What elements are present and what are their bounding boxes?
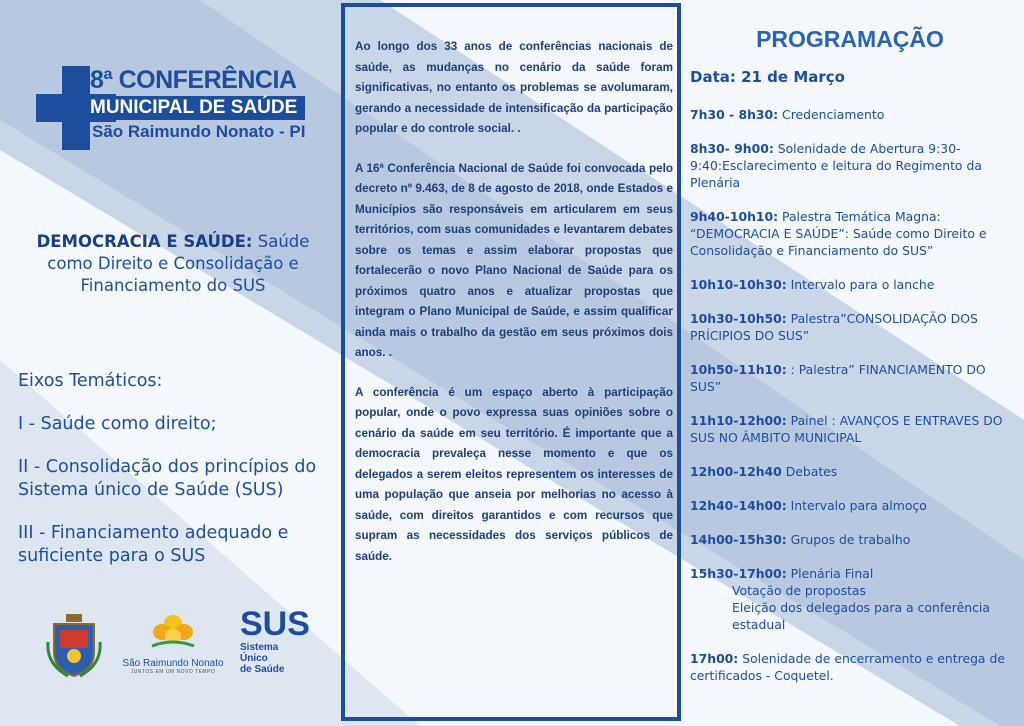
schedule-time: 7h30 - 8h30:	[690, 107, 779, 122]
paragraph: A 16ª Conferência Nacional de Saúde foi convocada pelo decreto nº 9.463, de 8 de agosto de 2018, onde Estados e Municípios são responsáveis em articularem em seus territórios, com suas comunidades e levantarem debates sobre os temas e assim elaborar propostas que fortalecerão o novo Plano Nacional de Saúde para os próximos quatro anos e atualizar propostas que integram o Plano Municipal de Saúde, e assim qualificar ainda mais o trabalho da gestão em seus próximos dois anos. .	[355, 161, 673, 359]
sus-wordmark: SUS	[240, 605, 310, 643]
schedule-item	[690, 565, 1012, 633]
logo-line-2: MUNICIPAL DE SAÚDE	[80, 96, 305, 120]
logo-line-3: São Raimundo Nonato - PI	[92, 122, 306, 141]
axes-title: Eixos Temáticos:	[18, 371, 163, 391]
schedule-text: Credenciamento	[778, 107, 885, 122]
schedule-item	[690, 106, 1012, 123]
schedule-time: 10h10-10h30:	[690, 277, 787, 292]
schedule-item	[690, 310, 1012, 344]
middle-panel	[341, 3, 681, 721]
schedule-text: Solenidade de encerramento e entrega de certificados - Coquetel.	[690, 651, 1005, 683]
city-tagline: JUNTOS EM UM NOVO TEMPO	[130, 669, 216, 675]
schedule-item	[690, 497, 1012, 514]
schedule-time: 10h50-11h10:	[690, 362, 787, 377]
schedule-text: Grupos de trabalho	[786, 532, 911, 547]
schedule-item	[690, 140, 1012, 191]
intro-text	[355, 37, 673, 586]
schedule-date: Data: 21 de Março	[690, 68, 845, 86]
schedule-text: Intervalo para o lanche	[786, 277, 935, 292]
schedule-text: Palestra Temática Magna: “DEMOCRACIA E SAÚDE”: Saúde como Direito e Consolidação e Financiamento do SUS”	[690, 209, 987, 258]
city-name: São Raimundo Nonato	[122, 658, 224, 669]
schedule-text: Intervalo para almoço	[786, 498, 927, 513]
schedule-time: 9h40-10h10:	[690, 209, 779, 224]
schedule-time: 10h30-10h50:	[690, 311, 787, 326]
schedule-time: 15h30-17h00:	[690, 566, 787, 581]
city-logo	[118, 612, 228, 675]
municipal-crest-icon	[46, 612, 102, 678]
schedule-item	[690, 650, 1012, 684]
schedule-item	[690, 463, 1012, 480]
schedule-title: PROGRAMAÇÃO	[756, 26, 944, 52]
schedule-list	[690, 106, 1012, 701]
schedule-text: Palestra”CONSOLIDAÇÃO DOS PRÍCIPIOS DO SUS”	[690, 311, 978, 343]
sus-logo	[240, 606, 310, 675]
schedule-text: : Palestra” FINANCIAMENTO DO SUS”	[690, 362, 986, 394]
schedule-time: 14h00-15h30:	[690, 532, 787, 547]
schedule-text: Plenária Final	[786, 566, 874, 581]
schedule-time: 17h00:	[690, 651, 739, 666]
sus-line-1: Sistema	[240, 642, 279, 653]
schedule-item	[690, 208, 1012, 259]
theme-bold: DEMOCRACIA E SAÚDE:	[36, 232, 253, 251]
logo-line-1: 8ª CONFERÊNCIA	[90, 66, 297, 94]
sus-line-2: Único	[240, 653, 268, 664]
schedule-time: 8h30- 9h00:	[690, 141, 774, 156]
conference-logo	[36, 66, 326, 152]
schedule-time: 12h00-12h40	[690, 464, 782, 479]
theme-rest: Saúde como Direito e Consolidação e Financiamento do SUS	[47, 232, 310, 295]
thematic-axes	[18, 370, 334, 588]
schedule-item	[690, 412, 1012, 446]
sus-line-3: de Saúde	[240, 664, 285, 675]
schedule-subitem: Eleição dos delegados para a conferência estadual	[732, 600, 990, 632]
right-panel	[690, 0, 1020, 726]
paragraph: Ao longo dos 33 anos de conferências nacionais de saúde, as mudanças no cenário da saúde foram significativas, no entanto os problemas se avolumaram, gerando a necessidade de intensificação da participação popular e do controle social. .	[355, 40, 673, 135]
schedule-time: 12h40-14h00:	[690, 498, 787, 513]
sponsor-logos	[40, 606, 330, 686]
axis-item: I - Saúde como direito;	[18, 414, 217, 434]
schedule-subitem: Votação de propostas	[732, 583, 866, 598]
schedule-text: Debates	[781, 464, 838, 479]
conference-theme	[14, 231, 332, 297]
schedule-item	[690, 361, 1012, 395]
axis-item: II - Consolidação dos princípios do Sistema único de Saúde (SUS)	[18, 457, 317, 500]
schedule-item	[690, 276, 1012, 293]
left-panel	[0, 0, 340, 726]
schedule-time: 11h10-12h00:	[690, 413, 787, 428]
schedule-item	[690, 531, 1012, 548]
flower-icon	[148, 612, 198, 652]
schedule-text: Painel : AVANÇOS E ENTRAVES DO SUS NO ÂMBITO MUNICIPAL	[690, 413, 1003, 445]
axis-item: III - Financiamento adequado e suficiente para o SUS	[18, 523, 289, 566]
paragraph: A conferência é um espaço aberto à participação popular, onde o povo expressa suas opiniões sobre o cenário da saúde em seu território. É importante que a democracia prevaleça nesse momento e que os delegados a serem eleitos representem os interesses de uma população que anseia por melhorias no acesso à saúde, com direitos garantidos e com recursos que supram as necessidades dos serviços públicos de saúde.	[355, 385, 673, 563]
schedule-text: Solenidade de Abertura 9:30-9:40:Esclarecimento e leitura do Regimento da Plenária	[690, 141, 982, 190]
